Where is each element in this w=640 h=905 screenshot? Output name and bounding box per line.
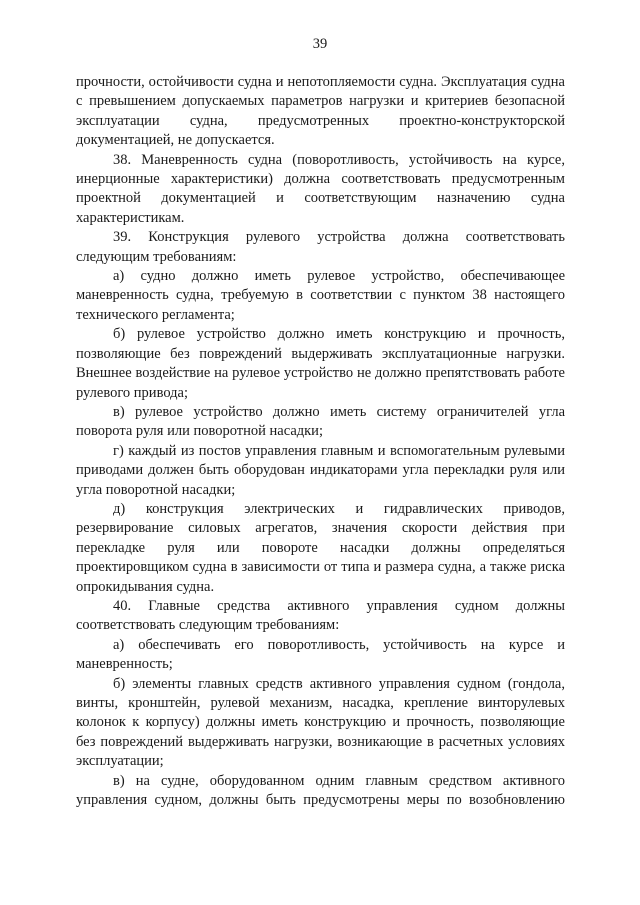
paragraph: б) элементы главных средств активного управления судном (гондола, винты, кронштейн, рулевой механизм, насадка, крепление винторулевых колонок к корпусу) должны иметь конструкцию и прочность, позволяющие без повреждений выдерживать нагрузки, возникающие в расчетных условиях эксплуатации; [76, 675, 565, 770]
paragraph: г) каждый из постов управления главным и вспомогательным рулевыми приводами должен быть оборудован индикаторами угла перекладки руля или угла поворотной насадки; [76, 442, 565, 498]
paragraph: 40. Главные средства активного управления судном должны соответствовать следующим требованиям: [76, 597, 565, 634]
paragraph: а) судно должно иметь рулевое устройство, обеспечивающее маневренность судна, требуемую в соответствии с пунктом 38 настоящего технического регламента; [76, 268, 565, 323]
paragraph: в) рулевое устройство должно иметь систему ограничителей угла поворота руля или поворотной насадки; [76, 403, 565, 440]
paragraph: 39. Конструкция рулевого устройства должна соответствовать следующим требованиям: [76, 229, 565, 265]
paragraph: б) рулевое устройство должно иметь конструкцию и прочность, позволяющие без повреждений выдерживать эксплуатационные нагрузки. Внешнее воздействие на рулевое устройство не должно препятствовать работе рулевого привода; [76, 326, 565, 401]
paragraph: д) конструкция электрических и гидравлических приводов, резервирование силовых агрегатов, значения скорости действия при перекладке руля или повороте насадки должны определяться проектировщиком судна в зависимости от типа и размера судна, а также риска опрокидывания судна. [76, 500, 565, 595]
paragraph: а) обеспечивать его поворотливость, устойчивость на курсе и маневренность; [76, 636, 565, 673]
document-body [76, 73, 565, 810]
paragraph: 38. Маневренность судна (поворотливость, устойчивость на курсе, инерционные характеристики) должна соответствовать предусмотренным проектной документацией и соответствующим назначению судна характеристикам. [76, 151, 565, 226]
page-number: 39 [312, 36, 328, 52]
paragraph: прочности, остойчивости судна и непотопляемости судна. Эксплуатация судна с превышением допускаемых параметров нагрузки и критериев безопасной эксплуатации судна, предусмотренных проектно-конструкторской документацией, не допускается. [76, 74, 565, 149]
paragraph: в) на судне, оборудованном одним главным средством активного управления судном, должны быть предусмотрены меры по возобновлению [76, 772, 565, 809]
